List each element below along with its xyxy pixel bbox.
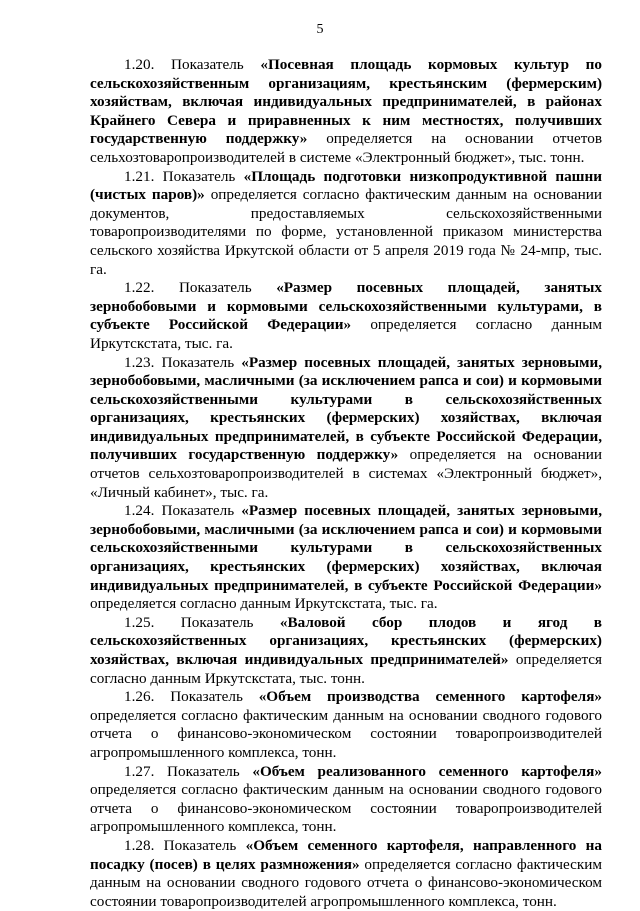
paragraph-1-24	[90, 502, 602, 614]
paragraph-1-21	[90, 168, 602, 280]
paragraph-text: определяется согласно фактическим данным на основании документов, предоставляемых сельскохозяйственными товаропроизводителями по форме, установленной приказом министерства сельского хозяйства Иркутской области от 5 апреля 2019 года № 24-мпр, тыс. га.	[90, 186, 602, 278]
paragraph-text: определяется согласно фактическим данным на основании сводного годового отчета о финансово-экономическом состоянии товаропроизводителей агропромышленного комплекса, тонн.	[90, 706, 602, 761]
paragraph-number: 1.21.	[124, 167, 155, 185]
page-number: 5	[316, 22, 324, 37]
paragraph-1-23	[90, 354, 602, 503]
paragraph-lead: Показатель	[178, 279, 252, 297]
paragraph-lead: Показатель	[163, 836, 237, 854]
paragraph-1-25	[90, 614, 602, 688]
indicator-name: «Размер посевных площадей, занятых зерновыми, зернобобовыми, масличными (за исключением рапса и сои) и кормовыми сельскохозяйственными культурами в сельскохозяйственных организациях, крестьянских (фермерских) хозяйствах, включая индивидуальных предпринимателей, в субъекте Российской Федерации, получивших государственную поддержку»	[90, 353, 603, 464]
paragraph-text: определяется согласно данным Иркутскстата, тыс. га.	[90, 316, 603, 352]
paragraph-number: 1.25.	[124, 613, 155, 631]
paragraph-1-22	[90, 279, 602, 353]
paragraph-lead: Показатель	[170, 688, 243, 706]
indicator-name: «Размер посевных площадей, занятых зернобобовыми и кормовыми сельскохозяйственными культурами, в субъекте Российской Федерации»	[90, 279, 602, 334]
paragraph-number: 1.26.	[124, 688, 155, 706]
paragraph-number: 1.23.	[124, 353, 155, 371]
paragraph-lead: Показатель	[180, 613, 254, 631]
paragraph-number: 1.27.	[124, 762, 155, 780]
indicator-name: «Площадь подготовки низкопродуктивной пашни (чистых паров)»	[90, 167, 603, 204]
paragraph-text: определяется на основании отчетов сельхозтоваропроизводителей в системе «Электронный бюджет», тыс. тонн.	[90, 130, 602, 166]
paragraph-1-26	[90, 688, 602, 762]
paragraph-number: 1.24.	[124, 502, 155, 520]
paragraph-1-20	[90, 56, 602, 168]
indicator-name: «Объем семенного картофеля, направленного на посадку (посев) в целях размножения»	[90, 836, 602, 873]
paragraph-text: определяется согласно данным Иркутскстата, тыс. га.	[90, 595, 438, 613]
paragraph-text: определяется согласно данным Иркутскстата, тыс. тонн.	[90, 651, 602, 687]
paragraph-text: определяется на основании отчетов сельхозтоваропроизводителей в системах «Электронный бюджет», «Личный кабинет», тыс. га.	[90, 446, 603, 501]
paragraph-number: 1.20.	[124, 56, 155, 73]
paragraph-number: 1.22.	[124, 279, 155, 297]
paragraph-number: 1.28.	[124, 836, 155, 854]
paragraph-lead: Показатель	[167, 762, 240, 780]
paragraph-1-28	[90, 837, 602, 911]
paragraph-lead: Показатель	[161, 502, 235, 520]
paragraph-lead: Показатель	[161, 353, 235, 371]
paragraph-lead: Показатель	[171, 56, 244, 73]
paragraph-1-27	[90, 763, 602, 837]
paragraph-text: определяется согласно фактическим данным на основании сводного годового отчета о финансово-экономическом состоянии товаропроизводителей агропромышленного комплекса, тонн.	[90, 781, 602, 836]
document-body	[90, 56, 602, 911]
indicator-name: «Объем реализованного семенного картофеля»	[252, 762, 602, 780]
indicator-name: «Размер посевных площадей, занятых зерновыми, зернобобовыми, масличными (за исключением рапса и сои) и кормовыми сельскохозяйственными культурами в сельскохозяйственных организациях, крестьянских (фермерских) хозяйствах, включая индивидуальных предпринимателей, в субъекте Российской Федерации»	[90, 502, 603, 594]
paragraph-lead: Показатель	[162, 167, 236, 185]
indicator-name: «Посевная площадь кормовых культур по сельскохозяйственным организациям, крестьянским (фермерским) хозяйствам, включая индивидуальных предпринимателей, в районах Крайнего Севера и приравненных к ним местностях, получивших государственную поддержку»	[90, 56, 603, 148]
indicator-name: «Валовой сбор плодов и ягод в сельскохозяйственных организациях, крестьянских (фермерских) хозяйствах, включая индивидуальных предпринимателей»	[90, 613, 603, 668]
indicator-name: «Объем производства семенного картофеля»	[258, 688, 603, 706]
paragraph-text: определяется согласно фактическим данным на основании сводного годового отчета о финансово-экономическом состоянии товаропроизводителей агропромышленного комплекса, тонн.	[90, 855, 603, 910]
